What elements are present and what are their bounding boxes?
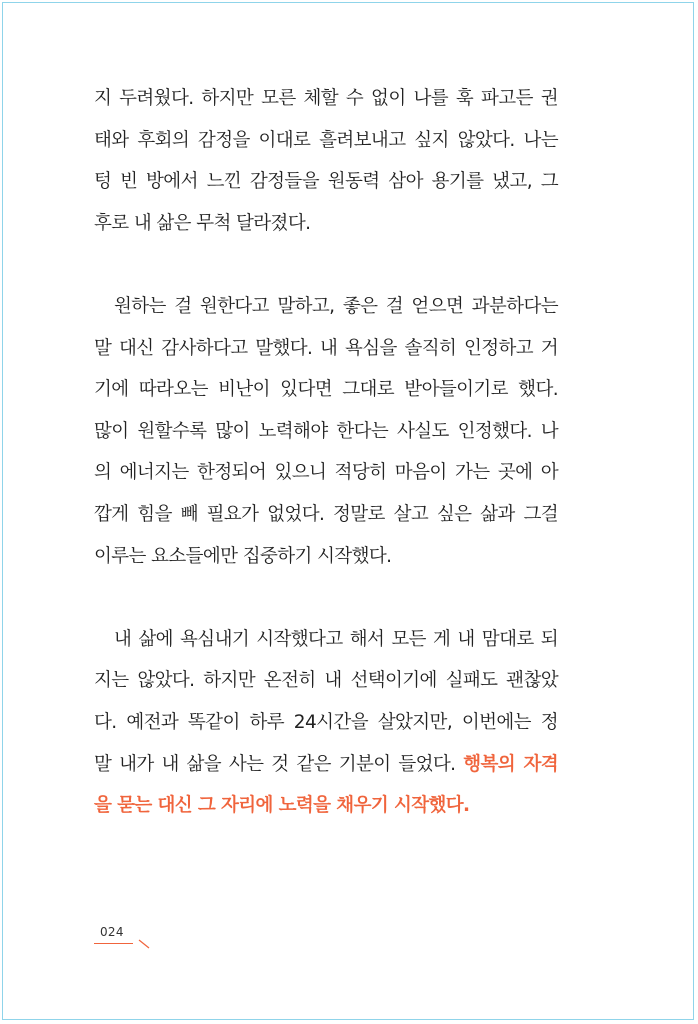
text-line: 말 대신 감사하다고 말했다. 내 욕심을 솔직히 인정하고 거 [94,337,558,359]
mixed-text-line [94,744,558,786]
text-line: 태와 후회의 감정을 이대로 흘려보내고 싶지 않았다. 나는 [94,129,558,151]
highlighted-text-line: 을 묻는 대신 그 자리에 노력을 채우기 시작했다. [94,795,470,817]
page-number-tick-mark [137,938,153,950]
text-line: 이루는 요소들에만 집중하기 시작했다. [94,545,392,567]
text-line: 후로 내 삶은 무척 달라졌다. [94,212,311,234]
paragraph-gap [94,577,558,619]
text-line: 깝게 힘을 빼 필요가 없었다. 정말로 살고 싶은 삶과 그걸 [94,503,558,525]
text-line: 다. 예전과 똑같이 하루 24시간을 살았지만, 이번에는 정 [94,711,558,733]
text-line: 지는 않았다. 하지만 온전히 내 선택이기에 실패도 괜찮았 [94,670,558,692]
paragraph-3 [94,619,558,827]
paragraph-2 [94,286,558,577]
text-line: 원하는 걸 원한다고 말하고, 좋은 걸 얻으면 과분하다는 [114,295,558,317]
text-segment: 말 내가 내 삶을 사는 것 같은 기분이 들었다. [94,753,464,775]
body-text [94,78,558,827]
text-line: 내 삶에 욕심내기 시작했다고 해서 모든 게 내 맘대로 되 [114,628,558,650]
page-number: 024 [100,925,124,939]
highlighted-text: 행복의 자격 [463,753,558,775]
text-line: 지 두려웠다. 하지만 모른 체할 수 없이 나를 훅 파고든 권 [94,88,558,109]
paragraph-gap [94,244,558,286]
text-line: 텅 빈 방에서 느낀 감정들을 원동력 삼아 용기를 냈고, 그 [94,171,558,193]
text-line: 많이 원할수록 많이 노력해야 한다는 사실도 인정했다. 나 [94,420,558,442]
text-line: 의 에너지는 한정되어 있으니 적당히 마음이 가는 곳에 아 [94,462,558,484]
page-number-rule [94,943,133,944]
text-line: 기에 따라오는 비난이 있다면 그대로 받아들이기로 했다. [94,379,558,401]
paragraph-1 [94,78,558,244]
